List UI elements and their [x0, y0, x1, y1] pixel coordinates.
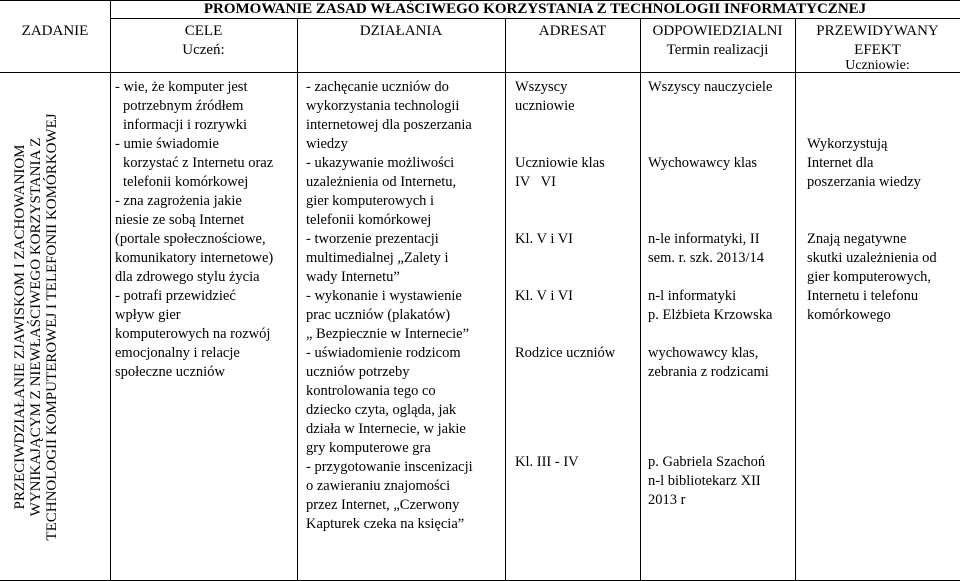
cele-line: społeczne uczniów — [115, 364, 225, 380]
header-dzialania: DZIAŁANIA — [359, 23, 443, 39]
zadanie-cell — [12, 92, 60, 562]
efekt-entry-line: Znają negatywne — [807, 231, 907, 247]
header-adresat: ADRESAT — [538, 23, 607, 39]
cele-line: dla zdrowego stylu życia — [115, 269, 260, 285]
cele-line: korzystać z Internetu oraz — [123, 155, 274, 171]
dzialania-line: - przygotowanie inscenizacji — [306, 459, 473, 475]
odpowiedzialni-entry-line: n-l informatyki — [648, 288, 737, 304]
cele-line: (portale społecznościowe, — [115, 231, 266, 247]
adresat-entry-line: IV VI — [515, 174, 556, 190]
efekt-entry-line: Internetu i telefonu — [807, 288, 919, 304]
cele-line: - wie, że komputer jest — [115, 79, 248, 95]
header-odpowiedzialni: ODPOWIEDZIALNI — [652, 23, 783, 39]
dzialania-line: działa w Internecie, w jakie — [306, 421, 466, 437]
zadanie-line: WYNIKAJĄCYM Z NIEWŁAŚCIWEGO KORZYSTANIA Z — [28, 137, 44, 517]
cele-line: komunikatory internetowe) — [115, 250, 274, 266]
col-divider-5 — [795, 19, 796, 581]
cele-line: - potrafi przewidzieć — [115, 288, 236, 304]
adresat-entry-line: uczniowie — [515, 98, 575, 114]
header-efekt-2: EFEKT — [854, 42, 901, 58]
cele-line: telefonii komórkowej — [123, 174, 249, 190]
efekt-entry-line: skutki uzależnienia od — [807, 250, 937, 266]
dzialania-line: dziecko czyta, ogląda, jak — [306, 402, 457, 418]
header-efekt-3: Uczniowie: — [845, 58, 910, 73]
cele-line: niesie ze sobą Internet — [115, 212, 245, 228]
odpowiedzialni-entry-line: sem. r. szk. 2013/14 — [648, 250, 764, 266]
document-title: PROMOWANIE ZASAD WŁAŚCIWEGO KORZYSTANIA Z TECHNOLOGII INFORMATYCZNEJ — [203, 1, 867, 17]
cele-line: komputerowych na rozwój — [115, 326, 271, 342]
header-efekt-1: PRZEWIDYWANY — [816, 23, 939, 39]
efekt-entry-line: Internet dla — [807, 155, 874, 171]
dzialania-line: gry komputerowe gra — [306, 440, 431, 456]
dzialania-line: - ukazywanie możliwości — [306, 155, 455, 171]
odpowiedzialni-entry-line: Wszyscy nauczyciele — [648, 79, 773, 95]
dzialania-line: - wykonanie i wystawienie — [306, 288, 462, 304]
dzialania-line: - zachęcanie uczniów do — [306, 79, 449, 95]
odpowiedzialni-entry-line: p. Elżbieta Krzowska — [648, 307, 773, 323]
dzialania-line: wykorzystania technologii — [306, 98, 460, 114]
col-divider-3 — [505, 19, 506, 581]
header-cele-sub: Uczeń: — [182, 42, 225, 58]
dzialania-line: internetowej dla poszerzania — [306, 117, 472, 133]
adresat-entry-line: Kl. V i VI — [515, 231, 574, 247]
dzialania-line: uczniów potrzeby — [306, 364, 410, 380]
col-divider-1 — [110, 0, 111, 581]
dzialania-line: - uświadomienie rodzicom — [306, 345, 461, 361]
col-divider-2 — [297, 19, 298, 581]
zadanie-line: TECHNOLOGII KOMPUTEROWEJ I TELEFONII KOMÓRKOWEJ — [44, 113, 60, 541]
zadanie-line: PRZECIWDZIAŁANIE ZJAWISKOM I ZACHOWANIOM — [12, 144, 28, 510]
adresat-entry-line: Wszyscy — [515, 79, 568, 95]
odpowiedzialni-entry-line: wychowawcy klas, — [648, 345, 759, 361]
adresat-entry-line: Kl. III - IV — [515, 454, 579, 470]
dzialania-line: „ Bezpiecznie w Internecie” — [306, 326, 470, 342]
dzialania-line: uzależnienia od Internetu, — [306, 174, 457, 190]
dzialania-line: wiedzy — [306, 136, 348, 152]
header-termin: Termin realizacji — [666, 42, 769, 58]
dzialania-line: telefonii komórkowej — [306, 212, 432, 228]
cele-line: emocjonalny i relacje — [115, 345, 240, 361]
dzialania-line: prac uczniów (plakatów) — [306, 307, 451, 323]
odpowiedzialni-entry-line: zebrania z rodzicami — [648, 364, 769, 380]
dzialania-line: - tworzenie prezentacji — [306, 231, 439, 247]
efekt-entry-line: gier komputerowych, — [807, 269, 932, 285]
cele-line: informacji i rozrywki — [123, 117, 248, 133]
efekt-entry-line: komórkowego — [807, 307, 891, 323]
adresat-entry-line: Rodzice uczniów — [515, 345, 616, 361]
cele-line: - zna zagrożenia jakie — [115, 193, 242, 209]
header-zadanie: ZADANIE — [21, 23, 89, 39]
cele-line: wpływ gier — [115, 307, 181, 323]
dzialania-line: wady Internetu” — [306, 269, 400, 285]
cele-line: potrzebnym źródłem — [123, 98, 244, 114]
dzialania-line: o zawieraniu znajomości — [306, 478, 451, 494]
dzialania-line: multimedialnej „Zalety i — [306, 250, 449, 266]
dzialania-line: Kapturek czeka na księcia” — [306, 516, 465, 532]
odpowiedzialni-entry-line: n-l bibliotekarz XII — [648, 473, 761, 489]
col-divider-4 — [640, 19, 641, 581]
dzialania-line: kontrolowania tego co — [306, 383, 436, 399]
efekt-entry-line: poszerzania wiedzy — [807, 174, 921, 190]
odpowiedzialni-entry-line: p. Gabriela Szachoń — [648, 454, 766, 470]
odpowiedzialni-entry-line: 2013 r — [648, 492, 686, 508]
dzialania-line: gier komputerowych i — [306, 193, 435, 209]
adresat-entry-line: Uczniowie klas — [515, 155, 605, 171]
adresat-entry-line: Kl. V i VI — [515, 288, 574, 304]
dzialania-line: przez Internet, „Czerwony — [306, 497, 460, 513]
odpowiedzialni-entry-line: n-le informatyki, II — [648, 231, 760, 247]
header-cele: CELE — [184, 23, 223, 39]
efekt-entry-line: Wykorzystują — [807, 136, 888, 152]
cele-line: - umie świadomie — [115, 136, 219, 152]
odpowiedzialni-entry-line: Wychowawcy klas — [648, 155, 758, 171]
